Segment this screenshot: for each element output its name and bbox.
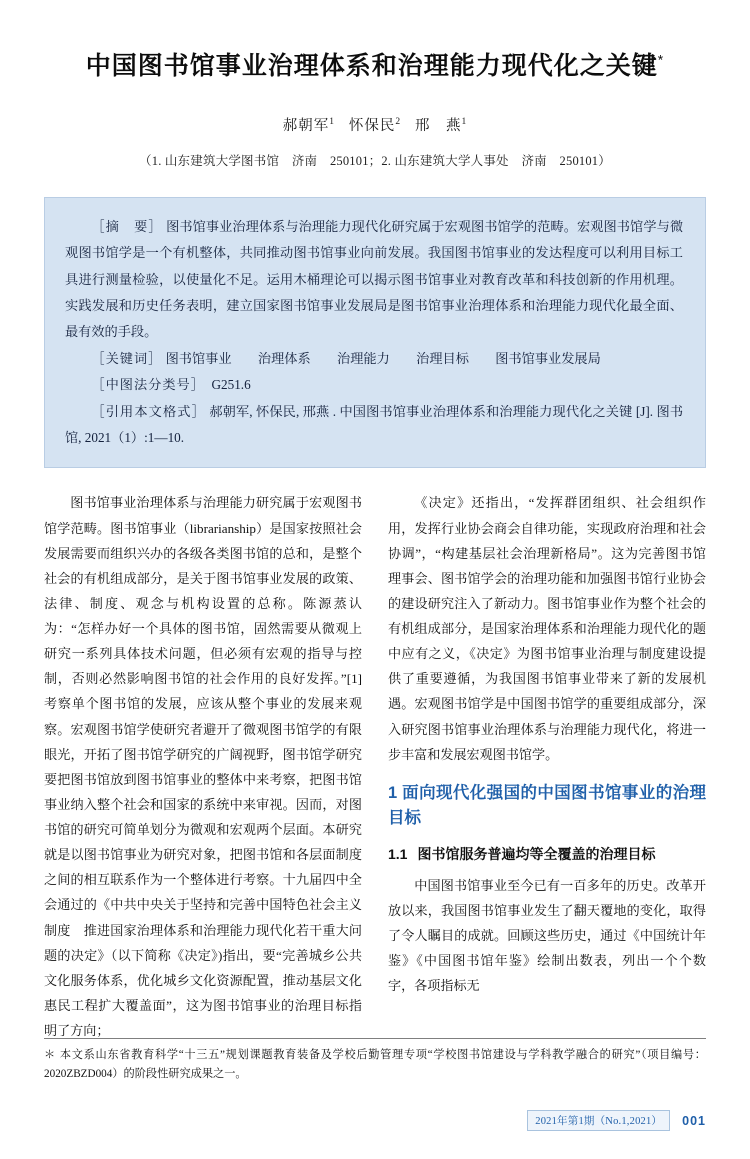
paragraph-left-1: 图书馆事业治理体系与治理能力研究属于宏观图书馆学范畴。图书馆事业（librarianship）是国家按照社会发展需要而组织兴办的各级各类图书馆的总和，是整个社会的有机组成部分，是关于图书馆事业发展的政策、法律、制度、观念与机构设置的总称。陈源蒸认为：“怎样办好一个具体的图书馆，固然需要从微观上研究一系列具体技术问题，但必须有宏观的指导与控制，否则必然影响图书馆的社会作用的良好发挥。”[1] 考察单个图书馆的发展，应该从整个事业的发展来观察。宏观图书馆学使研究者避开了微观图书馆学的有限眼光，开拓了图书馆学研究的广阔视野，图书馆学研究要把图书馆放到图书馆事业的整体中来考察，把图书馆事业纳入整个社会和国家的系统中来审视。因而，对图书馆的研究可简单划分为微观和宏观两个层面。本研究就是以图书馆事业为研究对象，把图书馆和各层面制度之间的相互联系作为一个整体进行考察。十九届四中全会通过的《中共中央关于坚持和完善中国特色社会主义制度 推进国家治理体系和治理能力现代化若干重大问题的决定》（以下简称《决定》)指出，要“完善城乡公共文化服务体系，优化城乡文化资源配置，推动基层文化惠民工程扩大覆盖面”，这为图书馆事业的治理目标指明了方向； (44, 495, 362, 1039)
author-2: 怀保民 (348, 117, 396, 134)
footnote-text: 本文系山东省教育科学“十三五”规划课题教育装备及学校后勤管理专项“学校图书馆建设与学科教学融合的研究”（项目编号：2020ZBZD004）的阶段性研究成果之一。 (44, 1048, 706, 1081)
abstract-text: 图书馆事业治理体系与治理能力现代化研究属于宏观图书馆学的范畴。宏观图书馆学与微观图书馆学是一个有机整体，共同推动图书馆事业向前发展。我国图书馆事业的发达程度可以利用目标工具进行测量检验，以使量化不足。运用木桶理论可以揭示图书馆事业对教育改革和科技创新的作用机理。实践发展和历史任务表明，建立国家图书馆事业发展局是图书馆事业治理体系和治理能力现代化最全面、最有效的手段。 (65, 218, 684, 340)
citation-label: ［引用本文格式］ (91, 403, 206, 419)
author-2-affil-marker: 2 (395, 116, 402, 127)
clc-paragraph (65, 372, 683, 398)
column-right (388, 490, 706, 1018)
page-title (44, 50, 706, 84)
title-text: 中国图书馆事业治理体系和治理能力现代化之关键 (85, 52, 658, 80)
author-list (44, 114, 706, 135)
footnote-area (44, 1038, 706, 1085)
paragraph-right-2: 中国图书馆事业至今已有一百多年的历史。改革开放以来，我国图书馆事业发生了翻天覆地的变化，取得了令人瞩目的成就。回顾这些历史，通过《中国统计年鉴》《中国图书馆年鉴》绘制出数表，列出一个个数字，各项指标无 (388, 877, 706, 994)
subsection-number: 1.1 (388, 845, 408, 862)
footnote-divider (44, 1038, 706, 1039)
citation-paragraph (65, 399, 683, 452)
issue-badge: 2021年第1期（No.1,2021） (527, 1110, 670, 1131)
abstract-label: ［摘 要］ (91, 218, 163, 234)
citation-text: 郝朝军, 怀保民, 邢燕 . 中国图书馆事业治理体系和治理能力现代化之关键 [J]. 图书馆, 2021（1）:1—10. (65, 403, 684, 445)
clc-label: ［中图法分类号］ (91, 377, 205, 393)
paragraph-right-1: 《决定》还指出，“发挥群团组织、社会组织作用，发挥行业协会商会自律功能，实现政府治理和社会协调”，“构建基层社会治理新格局”。这为完善图书馆理事会、图书馆学会的治理功能和加强图书馆行业协会的建设研究注入了新动力。图书馆事业作为整个社会的有机组成部分，是国家治理体系和治理能力现代化的题中应有之义，《决定》为图书馆事业治理与制度建设提供了重要遵循，为我国图书馆事业带来了新的发展机遇。宏观图书馆学是中国图书馆学的重要组成部分，深入研究图书馆事业治理体系与治理能力现代化，将进一步丰富和发展宏观图书馆学。 (388, 495, 706, 762)
title-footnote-marker: * (657, 51, 665, 68)
footnote (44, 1046, 706, 1085)
body-columns (44, 490, 706, 1039)
column-left (44, 490, 362, 1039)
abstract-paragraph (65, 214, 683, 346)
subsection-heading-1-1 (388, 844, 706, 865)
keywords-text: 图书馆事业 治理体系 治理能力 治理目标 图书馆事业发展局 (165, 350, 601, 366)
author-3-affil-marker: 1 (461, 116, 468, 127)
keywords-label: ［关键词］ (91, 350, 163, 366)
page-number: 001 (682, 1113, 706, 1128)
author-3: 邢 燕 (415, 117, 462, 134)
abstract-box (44, 197, 706, 469)
author-1: 郝朝军 (282, 117, 330, 134)
keywords-paragraph (65, 346, 683, 372)
affiliation-line: （1. 山东建筑大学图书馆 济南 250101；2. 山东建筑大学人事处 济南 250101） (139, 153, 611, 168)
clc-value: G251.6 (211, 377, 251, 393)
page-footer (527, 1110, 706, 1131)
section-heading-1: 1 面向现代化强国的中国图书馆事业的治理目标 (388, 783, 706, 828)
footnote-marker: ＊ (44, 1048, 56, 1061)
author-1-affil-marker: 1 (329, 116, 335, 127)
subsection-title: 图书馆服务普遍均等全覆盖的治理目标 (417, 845, 656, 862)
